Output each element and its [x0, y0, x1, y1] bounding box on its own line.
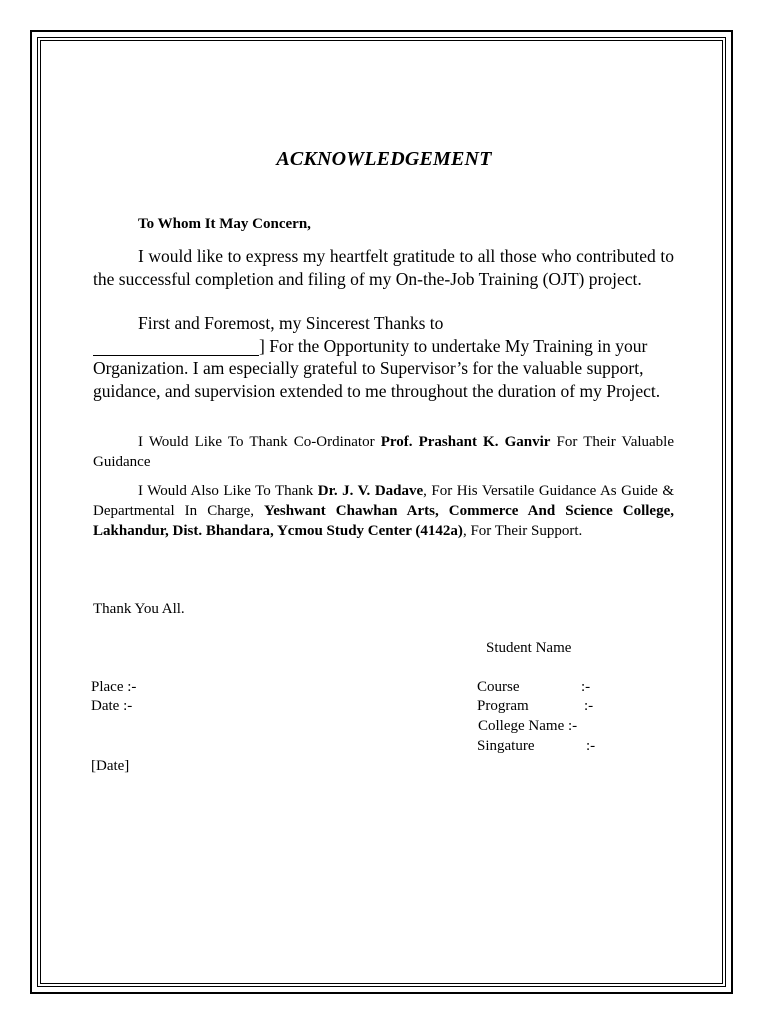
- guide-text-e: , For Their Support.: [462, 523, 583, 539]
- paragraph-gratitude: [93, 245, 674, 290]
- guide-name: Dr. J. V. Dadave: [317, 483, 424, 499]
- signature-separator: :-: [586, 738, 596, 754]
- coordinator-name: Prof. Prashant K. Ganvir: [380, 434, 551, 450]
- salutation: To Whom It May Concern,: [138, 216, 311, 232]
- place-label: Place :-: [91, 679, 137, 695]
- paragraph-gratitude-text: I would like to express my heartfelt gratitude to all those who contributed to the successful completion and filing of my On-the-Job Training (OJT) project.: [93, 246, 674, 289]
- course-separator: :-: [581, 679, 591, 695]
- paragraph-coordinator: [93, 432, 674, 472]
- date-label: Date :-: [91, 698, 133, 714]
- guide-text-c: , For His Versatile Guidance As Guide & Departmental In Charge,: [93, 483, 674, 519]
- signature-label: Singature: [477, 738, 535, 754]
- thanks-organization-rest: ] For the Opportunity to undertake My Training in your Organization. I am especially grateful to Supervisor’s for the valuable support, guidance, and supervision extended to me throughout the duration of my Project.: [93, 335, 661, 401]
- program-label: Program: [477, 698, 529, 714]
- guide-text-a: I Would Also Like To Thank: [138, 483, 318, 499]
- date-placeholder: [Date]: [91, 758, 130, 774]
- paragraph-guide: [93, 481, 674, 541]
- college-name: Yeshwant Chawhan Arts, Commerce And Science College, Lakhandur, Dist. Bhandara, Ycmou Study Center (4142a): [93, 503, 674, 539]
- organization-name-blank: [93, 337, 259, 356]
- thanks-organization-start: First and Foremost, my Sincerest Thanks to: [138, 313, 444, 333]
- course-label: Course: [477, 679, 520, 695]
- coordinator-text-c: For Their Valuable Guidance: [93, 434, 675, 470]
- program-separator: :-: [584, 698, 594, 714]
- thank-you-line: Thank You All.: [93, 601, 185, 617]
- coordinator-text-a: I Would Like To Thank Co-Ordinator: [138, 434, 381, 450]
- paragraph-thanks-organization: [93, 312, 674, 402]
- college-name-label: College Name :-: [478, 718, 578, 734]
- document-title: ACKNOWLEDGEMENT: [276, 148, 492, 170]
- student-name-label: Student Name: [486, 640, 572, 656]
